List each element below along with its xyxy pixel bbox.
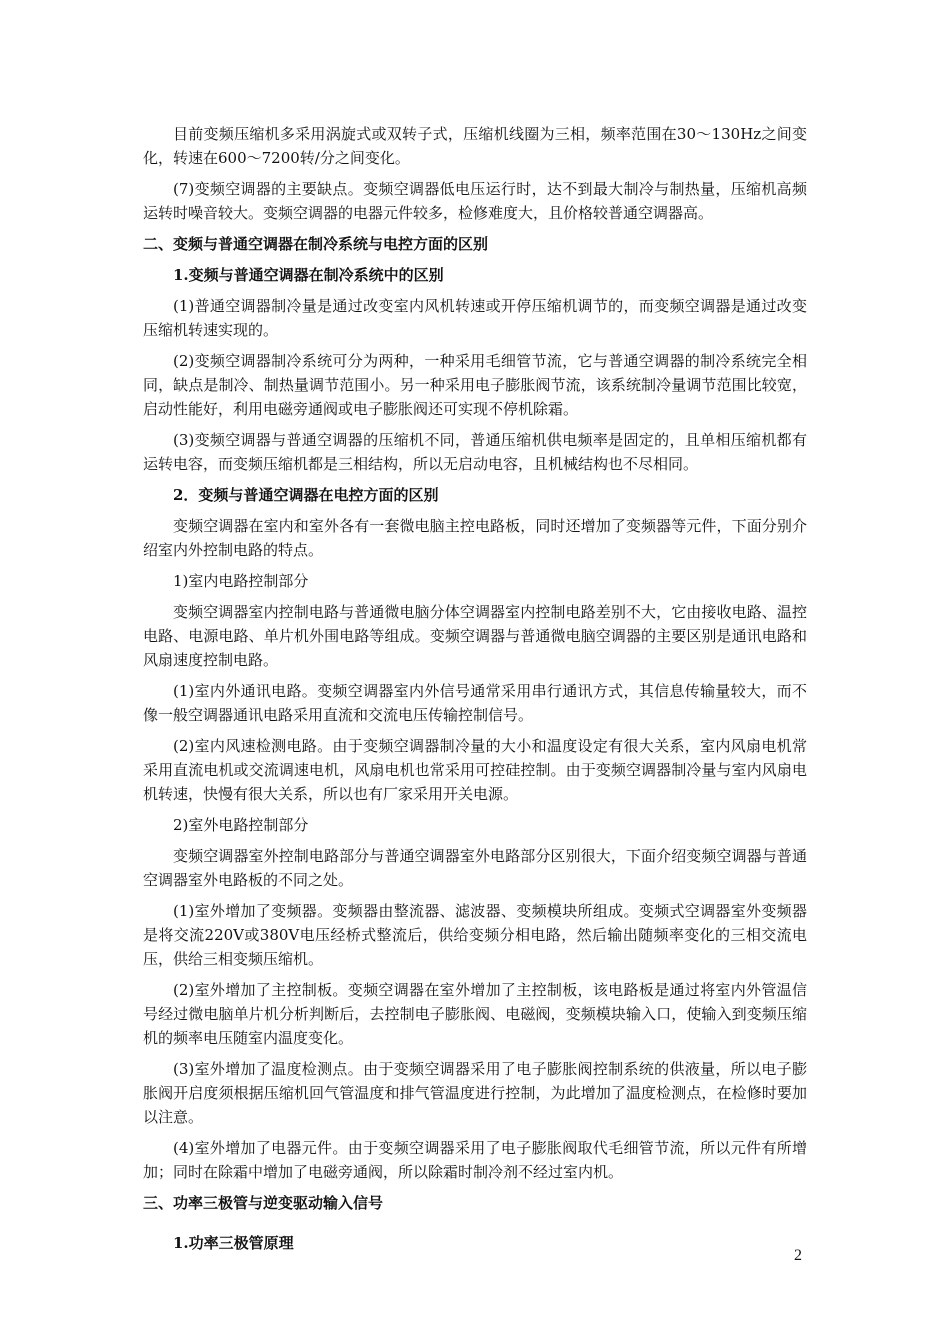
paragraph-temperature-points: (3)室外增加了温度检测点。由于变频空调器采用了电子膨胀阀控制系统的供液量，所以电子膨胀阀开启度须根据压缩机回气管温度和排气管温度进行控制，为此增加了温度检测点，在检修时要加以注意。 — [143, 1060, 807, 1126]
subsection-heading-electronic-control: 2．变频与普通空调器在电控方面的区别 — [173, 486, 439, 504]
paragraph-outdoor-circuit: 变频空调器室外控制电路部分与普通空调器室外电路部分区别很大，下面介绍变频空调器与普通空调器室外电路板的不同之处。 — [143, 847, 807, 889]
subheading-indoor-control: 1)室内电路控制部分 — [173, 572, 309, 590]
subsection-heading-refrigeration: 1.变频与普通空调器在制冷系统中的区别 — [173, 266, 444, 284]
paragraph-main-board-added: (2)室外增加了主控制板。变频空调器在室外增加了主控制板，该电路板是通过将室内外管温信号经过微电脑单片机分析判断后，去控制电子膨胀阀、电磁阀，变频模块输入口，使输入到变频压缩机的频率电压随室内温度变化。 — [143, 981, 807, 1047]
section-heading-power-transistor: 三、功率三极管与逆变驱动输入信号 — [143, 1194, 384, 1212]
paragraph-compressor-difference: (3)变频空调器与普通空调器的压缩机不同，普通压缩机供电频率是固定的，且单相压缩机都有运转电容，而变频压缩机都是三相结构，所以无启动电容，且机械结构也不尽相同。 — [143, 431, 807, 473]
paragraph-electrical-components: (4)室外增加了电器元件。由于变频空调器采用了电子膨胀阀取代毛细管节流，所以元件有所增加；同时在除霜中增加了电磁旁通阀，所以除霜时制冷剂不经过室内机。 — [143, 1139, 807, 1181]
paragraph-communication-circuit: (1)室内外通讯电路。变频空调器室内外信号通常采用串行通讯方式，其信息传输量较大，而不像一般空调器通讯电路采用直流和交流电压传输控制信号。 — [143, 682, 807, 724]
paragraph-fan-speed-circuit: (2)室内风速检测电路。由于变频空调器制冷量的大小和温度设定有很大关系，室内风扇电机常采用直流电机或交流调速电机，风扇电机也常采用可控硅控制。由于变频空调器制冷量与室内风扇电机转速，快慢有很大关系，所以也有厂家采用开关电源。 — [143, 737, 807, 803]
paragraph-indoor-circuit: 变频空调器室内控制电路与普通微电脑分体空调器室内控制电路差别不大，它由接收电路、温控电路、电源电路、单片机外围电路等组成。变频空调器与普通微电脑空调器的主要区别是通讯电路和风扇速度控制电路。 — [143, 603, 807, 669]
paragraph-inverter-added: (1)室外增加了变频器。变频器由整流器、滤波器、变频模块所组成。变频式空调器室外变频器是将交流220V或380V电压经桥式整流后，供给变频分相电路，然后输出随频率变化的三相交流电压，供给三相变频压缩机。 — [143, 902, 807, 968]
subsection-heading-transistor-principle: 1.功率三极管原理 — [173, 1234, 294, 1252]
paragraph-cooling-capacity: (1)普通空调器制冷量是通过改变室内风机转速或开停压缩机调节的，而变频空调器是通过改变压缩机转速实现的。 — [143, 297, 807, 339]
document-page — [143, 122, 807, 1262]
paragraph-disadvantages: (7)变频空调器的主要缺点。变频空调器低电压运行时，达不到最大制冷与制热量，压缩机高频运转时噪音较大。变频空调器的电器元件较多，检修难度大，且价格较普通空调器高。 — [143, 180, 807, 222]
section-heading-differences: 二、变频与普通空调器在制冷系统与电控方面的区别 — [143, 235, 489, 253]
paragraph-refrigeration-types: (2)变频空调器制冷系统可分为两种，一种采用毛细管节流，它与普通空调器的制冷系统完全相同，缺点是制冷、制热量调节范围小。另一种采用电子膨胀阀节流，该系统制冷量调节范围比较宽，启动性能好，利用电磁旁通阀或电子膨胀阀还可实现不停机除霜。 — [143, 352, 807, 418]
paragraph-compressor-types: 目前变频压缩机多采用涡旋式或双转子式，压缩机线圈为三相，频率范围在30～130Hz之间变化，转速在600～7200转/分之间变化。 — [143, 125, 807, 167]
paragraph-control-boards: 变频空调器在室内和室外各有一套微电脑主控电路板，同时还增加了变频器等元件，下面分别介绍室内外控制电路的特点。 — [143, 517, 807, 559]
subheading-outdoor-control: 2)室外电路控制部分 — [173, 816, 309, 834]
page-number: 2 — [794, 1247, 802, 1264]
